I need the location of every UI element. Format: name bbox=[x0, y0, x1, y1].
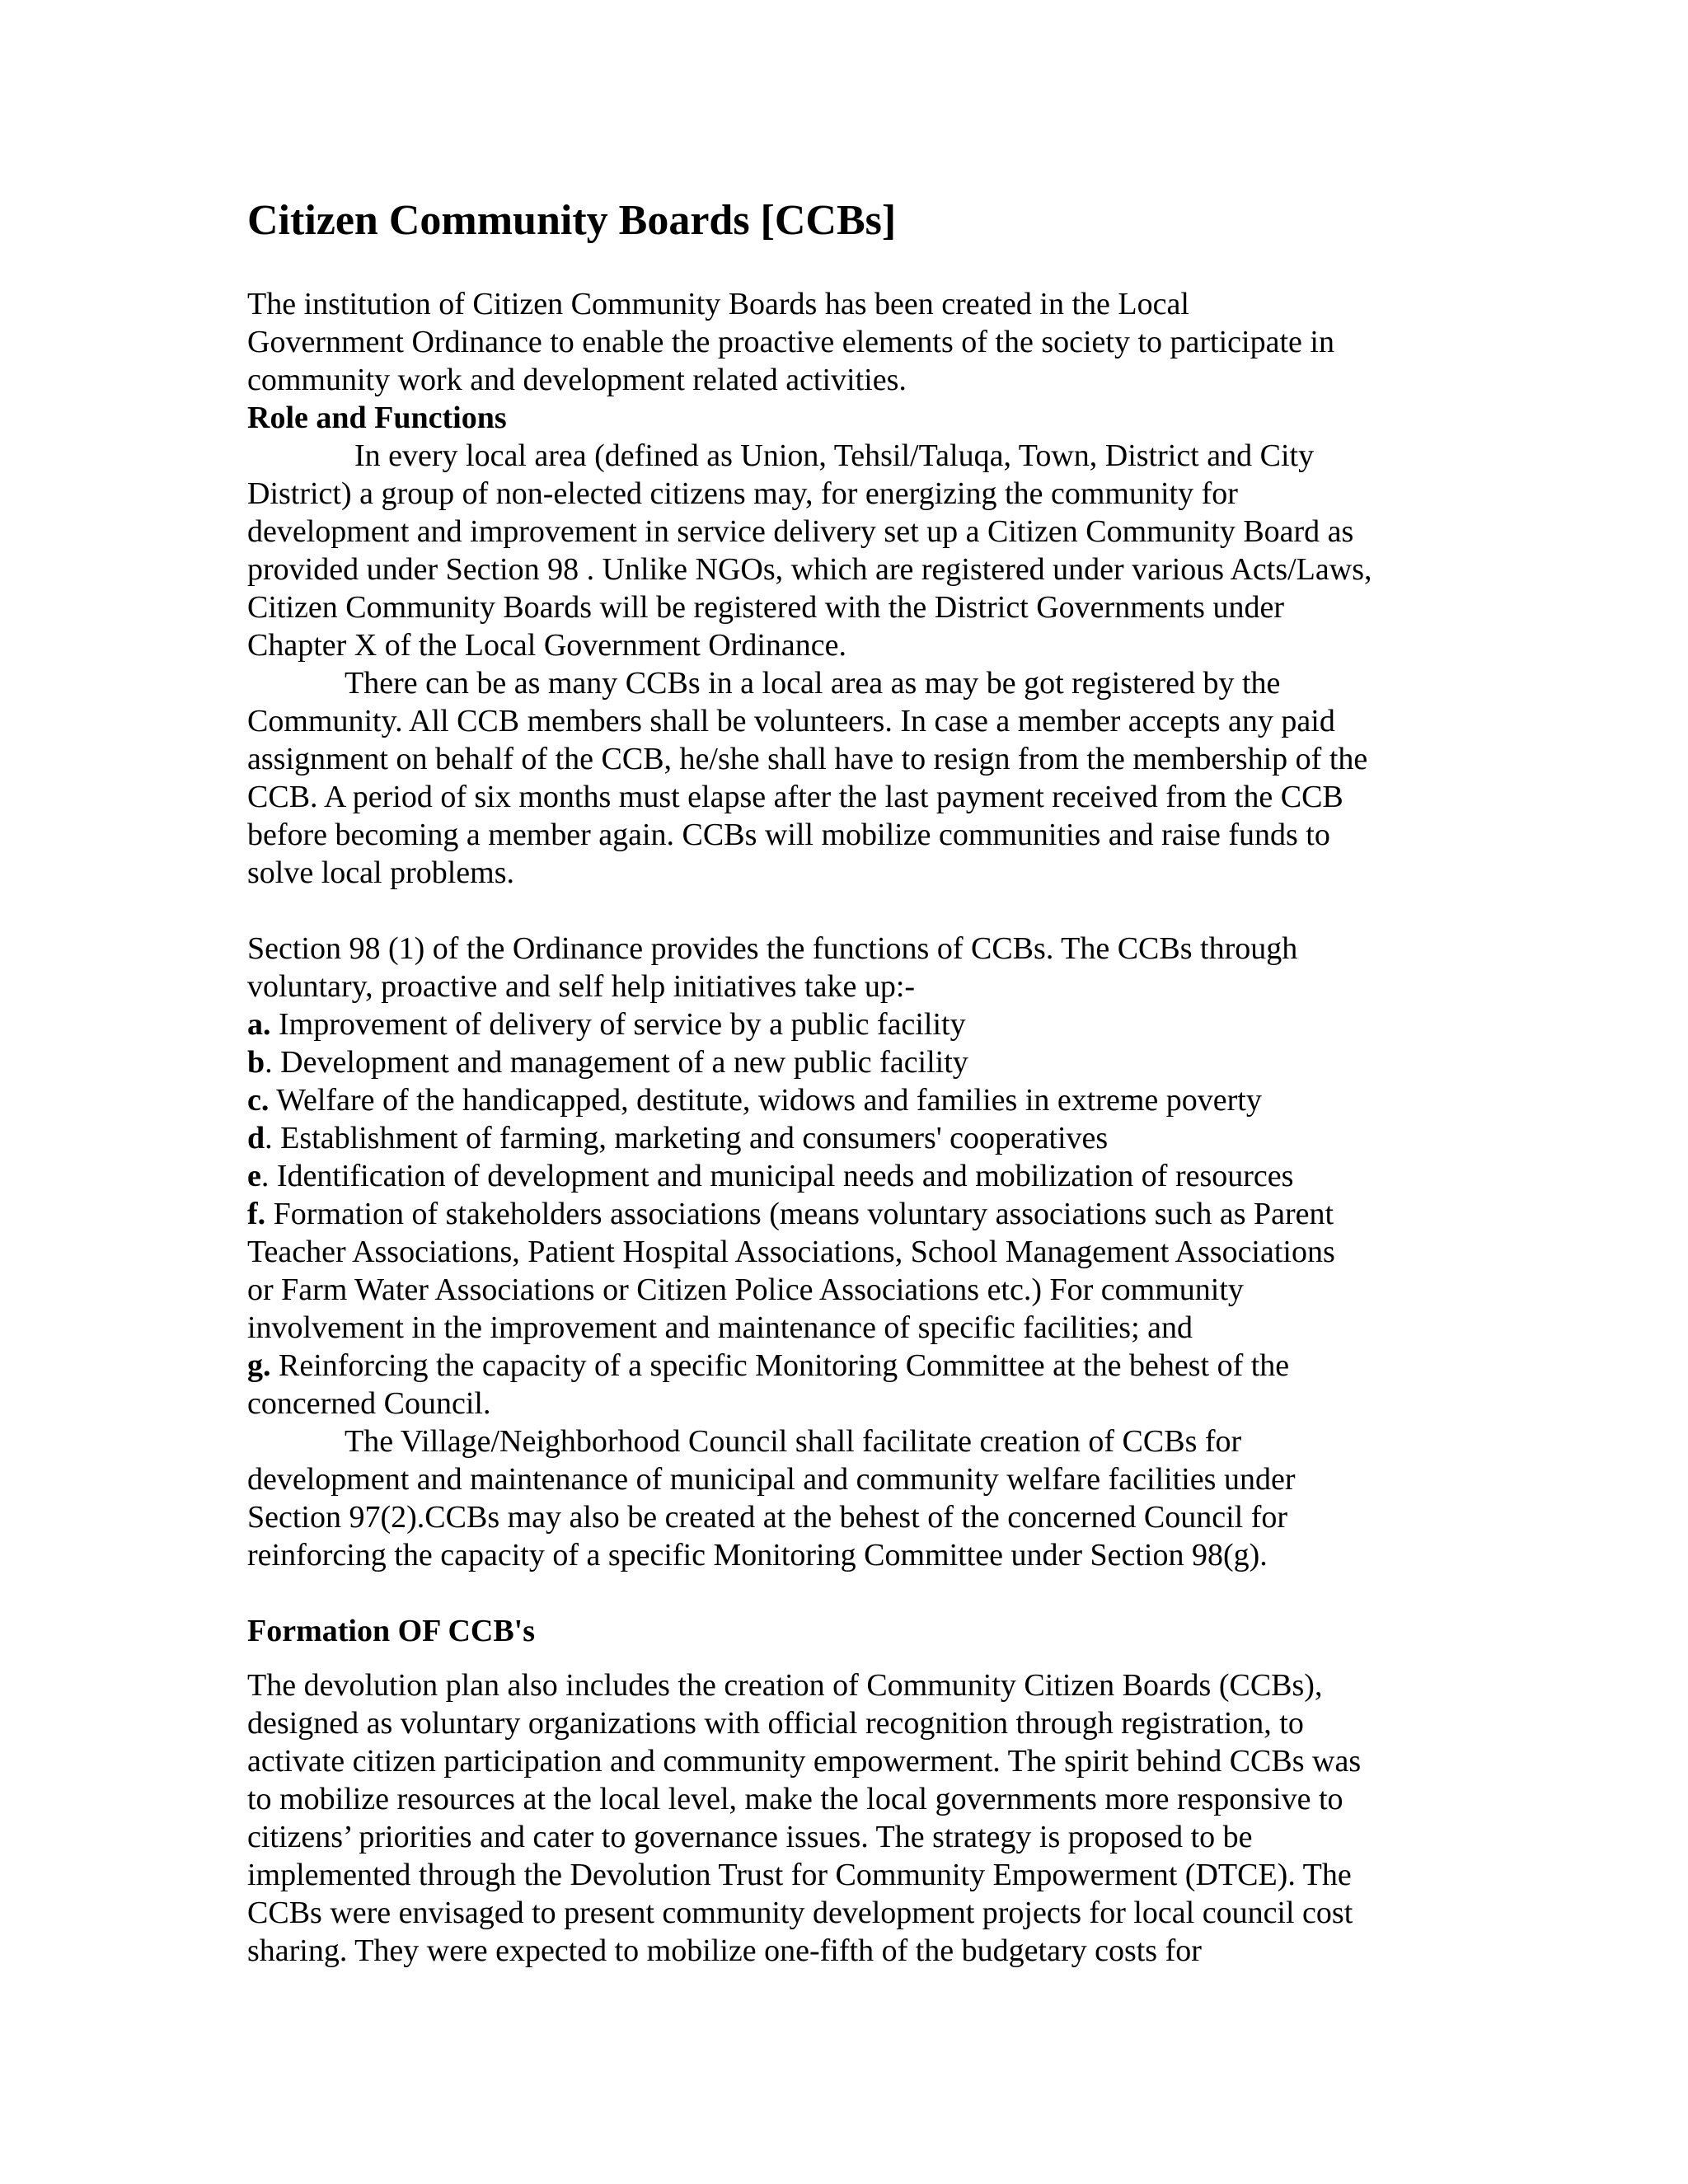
function-item-c bbox=[247, 1081, 1262, 1119]
function-text: Welfare of the handicapped, destitute, widows and families in extreme poverty bbox=[269, 1083, 1262, 1118]
function-letter: c. bbox=[247, 1083, 270, 1118]
role-p2-line: There can be as many CCBs in a local area as may be got registered by the bbox=[345, 666, 1281, 701]
function-item-g bbox=[247, 1347, 1289, 1385]
function-item-d bbox=[247, 1119, 1108, 1157]
role-p1-line: Chapter X of the Local Government Ordinance. bbox=[247, 628, 847, 663]
role-p2-line: assignment on behalf of the CCB, he/she shall have to resign from the membership of the bbox=[247, 742, 1368, 776]
formation-p-line: CCBs were envisaged to present community development projects for local council cost bbox=[247, 1896, 1353, 1930]
village-p-line: The Village/Neighborhood Council shall facilitate creation of CCBs for bbox=[345, 1424, 1242, 1459]
section-heading-formation: Formation OF CCB's bbox=[247, 1614, 536, 1648]
role-p1-line: development and improvement in service delivery set up a Citizen Community Board as bbox=[247, 514, 1354, 549]
village-p-line: Section 97(2).CCBs may also be created at the behest of the concerned Council for bbox=[247, 1500, 1288, 1535]
function-f-cont: involvement in the improvement and maintenance of specific facilities; and bbox=[247, 1310, 1193, 1345]
function-item-f bbox=[247, 1195, 1334, 1233]
formation-p-line: designed as voluntary organizations with official recognition through registration, to bbox=[247, 1706, 1304, 1741]
role-p2-line: before becoming a member again. CCBs will mobilize communities and raise funds to bbox=[247, 818, 1330, 852]
role-p2-line: Community. All CCB members shall be volunteers. In case a member accepts any paid bbox=[247, 704, 1335, 738]
section-heading-role: Role and Functions bbox=[247, 401, 507, 435]
function-text: Improvement of delivery of service by a public facility bbox=[270, 1007, 966, 1042]
function-g-cont: concerned Council. bbox=[247, 1386, 491, 1421]
function-text: Formation of stakeholders associations (means voluntary associations such as Parent bbox=[265, 1197, 1334, 1231]
function-text: . Identification of development and municipal needs and mobilization of resources bbox=[260, 1159, 1294, 1193]
page-title: Citizen Community Boards [CCBs] bbox=[247, 197, 897, 244]
function-item-b bbox=[247, 1043, 968, 1081]
function-letter: e bbox=[247, 1159, 261, 1193]
village-p-line: reinforcing the capacity of a specific Monitoring Committee under Section 98(g). bbox=[247, 1538, 1268, 1572]
role-p1-line: District) a group of non-elected citizens may, for energizing the community for bbox=[247, 476, 1238, 511]
function-text: . Development and management of a new public facility bbox=[265, 1045, 968, 1080]
role-p2-line: solve local problems. bbox=[247, 855, 514, 890]
formation-p-line: to mobilize resources at the local level, make the local governments more responsive to bbox=[247, 1782, 1343, 1816]
village-p-line: development and maintenance of municipal and community welfare facilities under bbox=[247, 1462, 1296, 1497]
function-letter: g. bbox=[247, 1348, 271, 1383]
intro-line: Government Ordinance to enable the proactive elements of the society to participate in bbox=[247, 325, 1334, 359]
function-f-cont: or Farm Water Associations or Citizen Police Associations etc.) For community bbox=[247, 1272, 1244, 1307]
function-letter: b bbox=[247, 1045, 265, 1080]
formation-p-line: The devolution plan also includes the creation of Community Citizen Boards (CCBs), bbox=[247, 1668, 1323, 1703]
role-p1-line: provided under Section 98 . Unlike NGOs, which are registered under various Acts/Laws, bbox=[247, 552, 1372, 587]
function-letter: f. bbox=[247, 1197, 266, 1231]
formation-p-line: implemented through the Devolution Trust for Community Empowerment (DTCE). The bbox=[247, 1858, 1352, 1892]
function-item-e bbox=[247, 1157, 1293, 1195]
formation-p-line: sharing. They were expected to mobilize one-fifth of the budgetary costs for bbox=[247, 1933, 1202, 1968]
formation-p-line: activate citizen participation and community empowerment. The spirit behind CCBs was bbox=[247, 1744, 1362, 1779]
role-p2-line: CCB. A period of six months must elapse after the last payment received from the CCB bbox=[247, 780, 1343, 814]
intro-line: The institution of Citizen Community Boards has been created in the Local bbox=[247, 287, 1189, 321]
formation-p-line: citizens’ priorities and cater to governance issues. The strategy is proposed to be bbox=[247, 1820, 1253, 1854]
section98-line: Section 98 (1) of the Ordinance provides the functions of CCBs. The CCBs through bbox=[247, 931, 1298, 966]
function-text: Reinforcing the capacity of a specific Monitoring Committee at the behest of the bbox=[270, 1348, 1290, 1383]
function-item-a bbox=[247, 1005, 966, 1043]
function-letter: a. bbox=[247, 1007, 271, 1042]
intro-line: community work and development related activities. bbox=[247, 363, 907, 397]
function-letter: d bbox=[247, 1121, 265, 1155]
role-p1-line: Citizen Community Boards will be registered with the District Governments under bbox=[247, 590, 1284, 625]
role-p1-line: In every local area (defined as Union, Tehsil/Taluqa, Town, District and City bbox=[354, 438, 1315, 473]
function-text: . Establishment of farming, marketing and consumers' cooperatives bbox=[265, 1121, 1109, 1155]
function-f-cont: Teacher Associations, Patient Hospital Associations, School Management Associations bbox=[247, 1235, 1335, 1269]
section98-line: voluntary, proactive and self help initiatives take up:- bbox=[247, 969, 916, 1004]
